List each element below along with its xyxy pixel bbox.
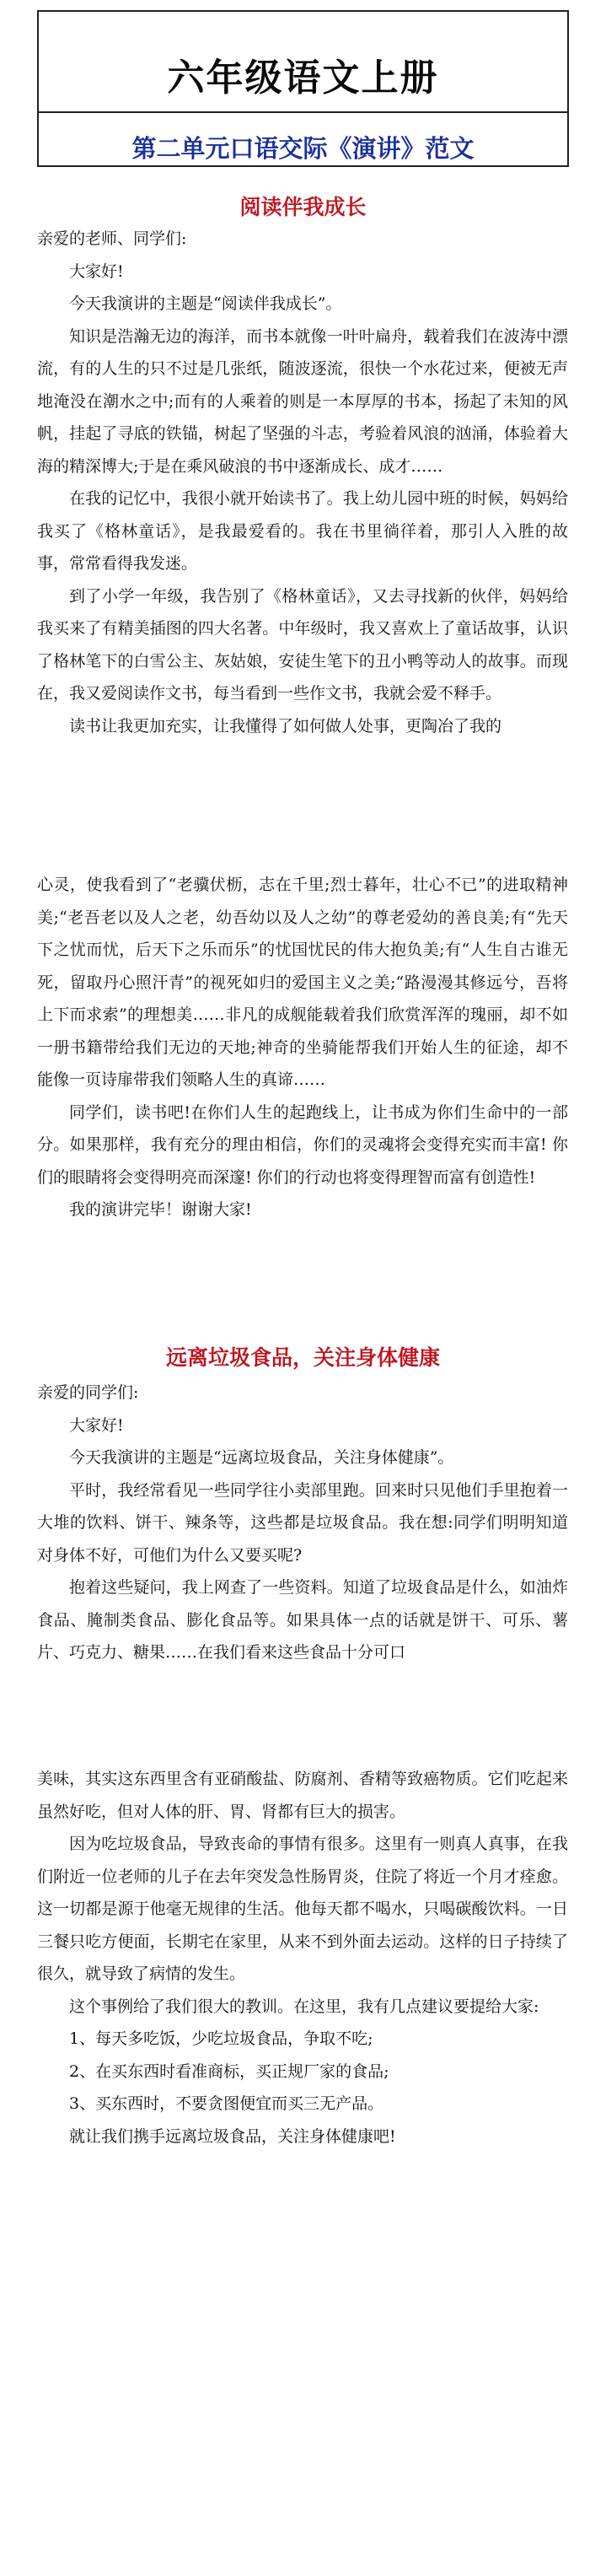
speech1-paragraph: 大家好! (69, 261, 124, 281)
speech1-title: 阅读伴我成长 (239, 195, 367, 219)
speech2-paragraph: 这个事例给了我们很大的教训。在这里，我有几点建议要提给大家: (69, 1997, 539, 2016)
title-box (37, 10, 569, 167)
speech1-part2 (37, 869, 568, 1226)
speech1-paragraph: 读书让我更加充实，让我懂得了如何做人处事，更陶冶了我的 (69, 716, 502, 736)
sub-title: 第二单元口语交际《演讲》范文 (131, 134, 475, 163)
speech2-paragraph: 因为吃垃圾食品，导致丧命的事情有很多。这里有一则真人真事，在我们附近一位老师的儿子在去年突发急性肠胃炎，住院了将近一个月才痊愈。这一切都是源于他毫无规律的生活。他每天都不喝水，只喝碳酸饮料。一日三餐只吃方便面，长期宅在家里，从来不到外面去运动。这样的日子持续了很久，就导致了病情的发生。 (37, 1835, 568, 1983)
main-title: 六年级语文上册 (167, 57, 439, 100)
speech1-paragraph: 在我的记忆中，我很小就开始读书了。我上幼儿园中班的时候，妈妈给我买了《格林童话》，是我最爱看的。我在书里徜徉着，那引人入胜的故事，常常看得我发迷。 (37, 489, 568, 573)
speech2-paragraph: 今天我演讲的主题是“远离垃圾食品，关注身体健康”。 (69, 1448, 454, 1467)
speech1-salutation: 亲爱的老师、同学们: (37, 229, 187, 248)
suggestion-item: 1、每天多吃饭，少吃垃圾食品，争取不吃; (69, 2029, 373, 2048)
suggestion-item: 3、买东西时，不要贪图便宜而买三无产品。 (69, 2094, 384, 2113)
speech2-paragraph: 平时，我经常看见一些同学往小卖部里跑。回来时只见他们手里抱着一大堆的饮料、饼干、辣条等，这些都是垃圾食品。我在想:同学们明明知道对身体不好，可他们为什么又要买呢? (37, 1480, 568, 1565)
speech1-paragraph: 同学们，读书吧!在你们人生的起跑线上，让书成为你们生命中的一部分。如果那样，我有充分的理由相信，你们的灵魂将会变得充实而丰富! 你们的眼睛将会变得明亮而深邃! 你们的行动也将变得理智而富有创造性! (37, 1102, 568, 1187)
speech2-salutation: 亲爱的同学们: (37, 1383, 139, 1402)
speech1-paragraph-continued: 心灵，使我看到了“老骥伏枥，志在千里;烈士暮年，壮心不已”的进取精神美;“老吾老以及人之老，幼吾幼以及人之幼”的尊老爱幼的善良美;有“先天下之忧而忧，后天下之乐而乐”的忧国忧民的伟大抱负美;有“人生自古谁无死，留取丹心照汗青”的视死如归的爱国主义之美;“路漫漫其修远兮，吾将上下而求索”的理想美……非凡的成舰能载着我们欣赏浑浑的瑰丽，却不如一册书籍带给我们无边的天地;神奇的坐骑能帮我们开始人生的征途，却不能像一页诗扉带我们领略人生的真谛…… (37, 876, 568, 1089)
speech2-paragraph: 大家好! (69, 1415, 124, 1435)
speech2-closing: 就让我们携手远离垃圾食品，关注身体健康吧! (69, 2126, 396, 2146)
title-divider (39, 111, 567, 113)
speech2-part2 (37, 1763, 568, 2153)
speech2-part1 (37, 1377, 568, 1669)
speech2-paragraph-continued: 美味，其实这东西里含有亚硝酸盐、防腐剂、香精等致癌物质。它们吃起来虽然好吃，但对人体的肝、胃、肾都有巨大的损害。 (37, 1770, 568, 1821)
speech1-paragraph: 知识是浩瀚无边的海洋，而书本就像一叶叶扁舟，载着我们在波涛中漂流，有的人生的只不过是几张纸，随波逐流，很快一个水花过来，便被无声地淹没在潮水之中;而有的人乘着的则是一本厚厚的书本，扬起了未知的风帆，挂起了寻底的铁锚，树起了坚强的斗志，考验着风浪的汹涌，体验着大海的精深博大;于是在乘风破浪的书中逐渐成长、成才…… (37, 326, 568, 476)
speech1-paragraph: 到了小学一年级，我告别了《格林童话》，又去寻找新的伙伴，妈妈给我买来了有精美插图的四大名著。中年级时，我又喜欢上了童话故事，认识了格林笔下的白雪公主、灰姑娘，安徒生笔下的丑小鸭等动人的故事。而现在，我又爱阅读作文书，每当看到一些作文书，我就会爱不释手。 (37, 586, 568, 703)
speech1-closing: 我的演讲完毕！谢谢大家! (69, 1200, 252, 1219)
suggestion-item: 2、在买东西时看准商标，买正规厂家的食品; (69, 2061, 389, 2081)
speech2-paragraph: 抱着这些疑问，我上网查了一些资料。知道了垃圾食品是什么，如油炸食品、腌制类食品、膨化食品等。如果具体一点的话就是饼干、可乐、薯片、巧克力、糖果……在我们看来这些食品十分可口 (37, 1578, 568, 1662)
speech2-title: 远离垃圾食品，关注身体健康 (165, 1345, 440, 1370)
speech1-paragraph: 今天我演讲的主题是“阅读伴我成长”。 (69, 294, 342, 313)
speech1-part1 (37, 223, 568, 742)
